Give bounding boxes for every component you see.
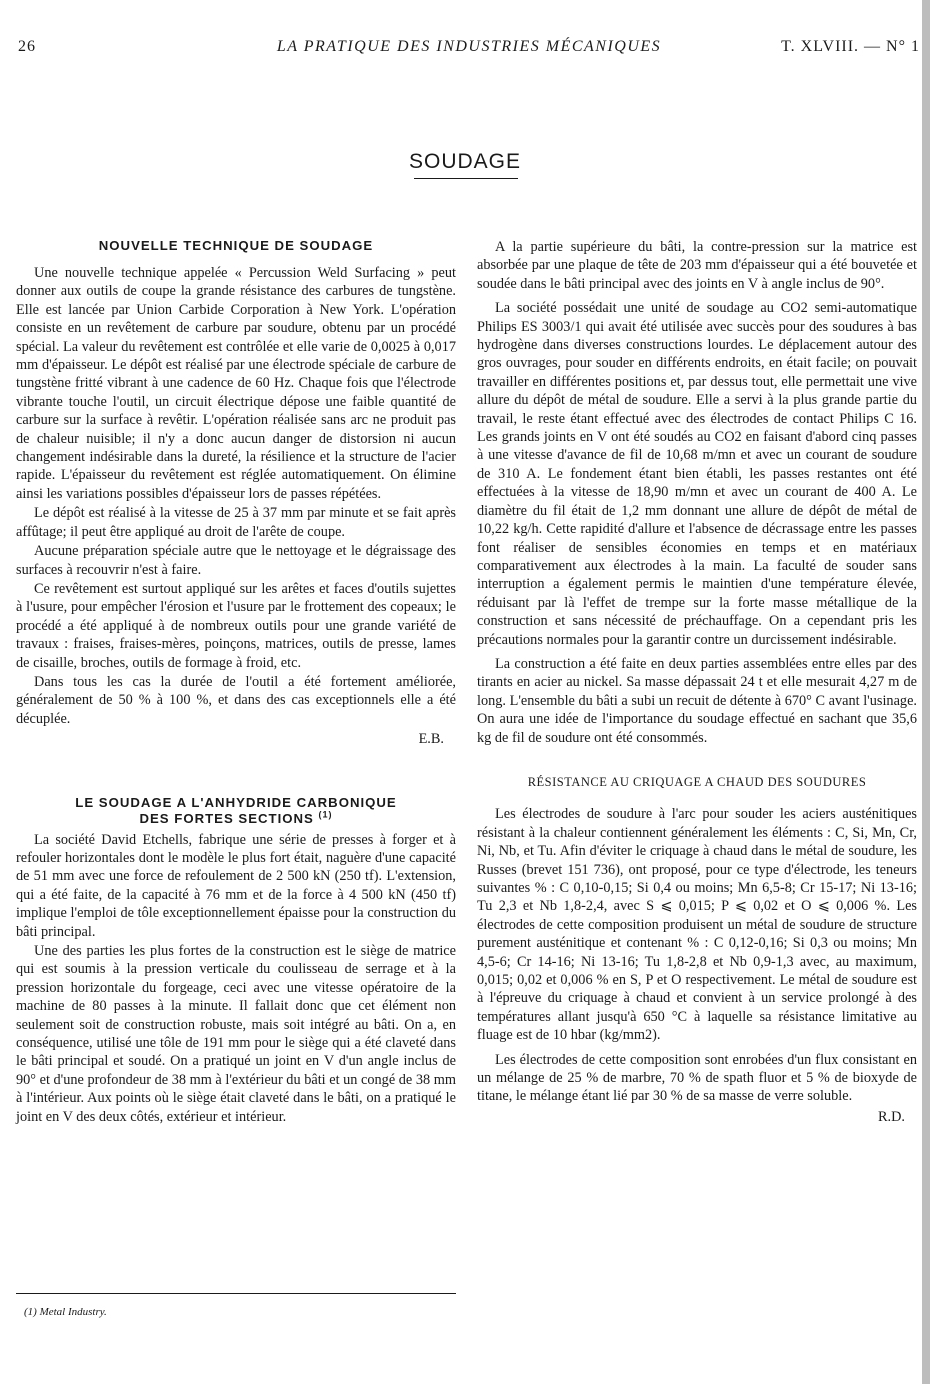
author-initials: R.D. [877,1108,905,1125]
paragraph: Les électrodes de soudure à l'arc pour souder les aciers austénitiques résistant à la chaleur contiennent généralement les éléments : C, Si, Mn, Cr, Ni, Nb, et Tu. Afin d'éviter le criquage à chaud dans le métal de soudure, les Russes (brevet 151 736), ont proposé, pour ce type d'électrode, les teneurs suivantes % : C 0,10-0,15; Si 0,4 ou moins; Mn 6,5-8; Cr 15-17; Ni 13-16; Tu 2,3 et Nb 1,8-2,4, avec S ⩽ 0,015; P ⩽ 0,02 et O ⩽ 0,006 %. Les électrodes de cette composition produisent un métal de soudure de structure purement austénitique et contenant % : C 0,12-0,16; Si 0,3 ou moins; Mn 4,5-6; Cr 14-16; Ni 13-16; Tu 1,8-2,8 et Nb 0,9-1,3 avec, au maximum, 0,015; 0,02 et 0,006 % en S, P et O respectivement. Le métal de soudure est à l'épreuve du criquage à chaud et convient à un service prolongé à des températures allant jusqu'à 650 °C à laquelle sa résistance limitative au fluage est de 10 hbar (kg/mm2). [477,806,917,1044]
article-title-line: LE SOUDAGE A L'ANHYDRIDE CARBONIQUE [75,794,397,810]
paragraph: La société David Etchells, fabrique une série de presses à forger et à refouler horizontales dont le modèle le plus fort était, naguère d'une capacité de 51 mm avec une force de refoulement de 2 500 kN (250 tf). L'extension, qui a été faite, de la capacité à 76 mm et de la force à 4 500 kN (450 tf) implique l'emploi de tôle exceptionnellement épaisse pour la construction du bâti principal. [16,831,456,940]
article-title: NOUVELLE TECHNIQUE DE SOUDAGE [98,238,374,253]
paragraph: Aucune préparation spéciale autre que le nettoyage et le dégraissage des surfaces à recouvrir n'est à faire. [16,543,456,578]
paragraph: Une nouvelle technique appelée « Percussion Weld Surfacing » peut donner aux outils de coupe la grande résistance des carbures de tungstène. Elle est lancée par Union Carbide Corporation à New York. L'opération consiste en un revêtement de carbure par soudure, obtenu par un procédé spécial. La valeur du revêtement est contrôlée et elle varie de 0,0025 à 0,017 mm d'épaisseur. Le dépôt est réalisé par une électrode spéciale de carbure de tungstène fritté vibrant à une cadence de 60 Hz. Chaque fois que l'électrode vibrante touche l'outil, un circuit électrique dépose une faible quantité de carbure sur la surface à revêtir. L'opération réalisée sans arc ne produit pas de chaleur nuisible; il n'y a donc aucun danger de distorsion ni aucun changement indésirable dans la dureté, la résilience et la structure de l'acier rapide. L'épaisseur du revêtement est réglée automatiquement. On élimine ainsi les variations possibles d'épaisseur lors de passes répétées. [16,265,456,502]
paragraph: La société possédait une unité de soudage au CO2 semi-automatique Philips ES 3003/1 qui avait été utilisée avec succès pour des soudures à bas hydrogène dans diverses constructions lourdes. Le déplacement autour des gros ouvrages, pour souder en différents endroits, en était facile; on pouvait travailler en différentes positions et, par dessus tout, elle permettait une vive allure du dépôt de métal de soudure. Elle a servi à la plus grande partie du travail, le reste étant effectué avec des électrodes de contact Philips C 16. Les grands joints en V ont été soudés au CO2 en faisant d'abord cinq passes à une vitesse d'avance de fil de 10,68 m/mn et avec un courant de soudure de 310 A. Le fondement étant bien établi, les passes restantes ont été effectuées à la vitesse de 18,90 m/mn et avec un courant de 400 A. Le diamètre du fil était de 1,2 mm donnant une allure de dépôt de métal de 10,22 kg/h. Cette rapidité d'allure et l'absence de décrassage entre les passes font réaliser de sensibles économies en temps et en matériaux comparativement aux électrodes à la main. La faculté de souder sans interruption a également permis le maintien d'une température élevée, réduisant par là l'effet de trempe sur la forte masse métallique de la construction et sans nécessité de préchauffage. On a cependant pris les précautions normales pour la garantir contre un durcissement indésirable. [477,300,917,648]
paragraph: Les électrodes de cette composition sont enrobées d'un flux consistant en un mélange de 25 % de marbre, 70 % de spath fluor et 5 % de bioxyde de titane, le mélange étant lié par 30 % de sa masse de verre soluble. [477,1051,917,1105]
article-title-line: DES FORTES SECTIONS [139,810,314,826]
paragraph: A la partie supérieure du bâti, la contre-pression sur la matrice est absorbée par une plaque de tête de 203 mm d'épaisseur qui a été bouvetée et soudée dans le bâti principal avec des joints en V à angle inclus de 90°. [477,239,917,292]
running-header [18,38,920,62]
footnote: (1) Metal Industry. [24,1306,107,1318]
page-edge [922,0,930,1384]
page-number: 26 [18,38,36,55]
paragraph: Une des parties les plus fortes de la construction est le siège de matrice qui est soumis à la pression verticale du coulisseau de serrage et à la pression horizontale du forgeage, ceci avec une vitesse opératoire de la machine de 80 passes à la minute. Il fallait donc que cet élément non seulement soit de construction robuste, mais soit intégré au bâti. On a, en conséquence, utilisé une tôle de 191 mm pour le siège qui a été claveté dans le bâti principal et soudé. On a pratiqué un joint en V d'un angle inclus de 90° et d'une profondeur de 38 mm à l'extérieur du bâti et un congé de 38 mm à l'intérieur. Aux points où le siège était claveté dans le bâti, on a pratiqué le joint en V des deux côtés, extérieur et intérieur. [16,943,456,1125]
paragraph: La construction a été faite en deux parties assemblées entre elles par des tirants en acier au nickel. Sa masse dépassait 24 t et elle mesurait 4,27 m de long. L'ensemble du bâti a subi un recuit de détente à 670° C avant l'usinage. On aura une idée de l'importance du soudage effectué en sachant que 35,6 kg de fil de soudure ont été consommés. [477,655,917,746]
paragraph: Dans tous les cas la durée de l'outil a été fortement améliorée, généralement de 50 % à 100 %, et dans des cas exceptionnels elle a été décuplée. [16,673,456,727]
journal-title: LA PRATIQUE DES INDUSTRIES MÉCANIQUES [276,38,662,55]
right-column [477,238,917,1126]
section-title: SOUDAGE [408,150,522,173]
paragraph: Ce revêtement est surtout appliqué sur les arêtes et faces d'outils sujettes à l'usure, pour empêcher l'érosion et l'usure par le frottement des copeaux; le procédé a été appliqué à de nombreux outils pour une grande variété de travaux : fraises, fraises-mères, poinçons, matrices, outils de presse, lames de cisaille, broches, outils de formage à froid, etc. [16,580,456,671]
author-initials: E.B. [418,731,444,748]
left-column [16,238,456,1126]
subheading: RÉSISTANCE AU CRIQUAGE A CHAUD DES SOUDURES [527,774,867,789]
footnote-rule [16,1293,456,1294]
footnote-marker: (1) [318,809,333,820]
volume-number: T. XLVIII. — N° 1 [781,38,920,55]
paragraph: Le dépôt est réalisé à la vitesse de 25 à 37 mm par minute et se fait après affûtage; il peut être appliqué au droit de l'arête de coupe. [16,505,456,540]
title-underline [414,178,518,179]
article-title [16,795,456,827]
